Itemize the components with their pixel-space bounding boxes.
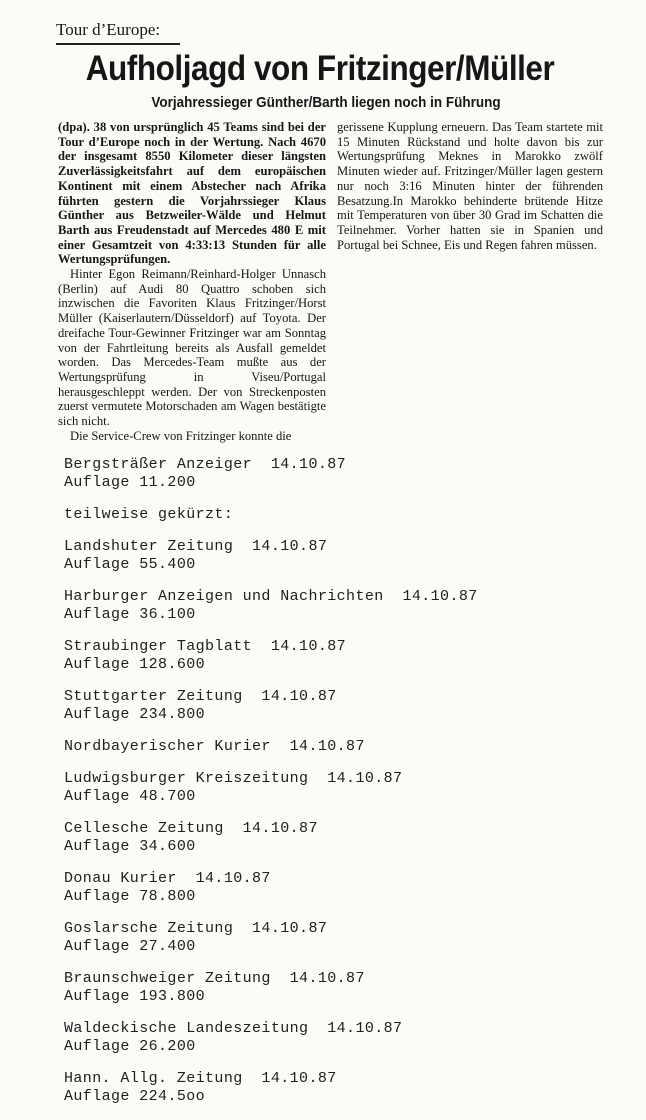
clipping-entry [64, 638, 624, 674]
clipping-entry [64, 456, 624, 492]
article-paragraph-continued: gerissene Kupplung erneuern. Das Team startete mit 15 Minuten Rückstand und holte davon bis zur Wertungsprüfung Meknes in Marokko zwölf Minuten wieder auf. Fritzinger/Müller lagen gestern nur noch 3:16 Minuten hinter der führenden Besatzung.In Marokko behinderte brütende Hitze mit Temperaturen von über 30 Grad im Schatten die Teilnehmer. Vorher hatten sie in Spanien und Portugal bei Schnee, Eis und Regen fahren müssen. [337, 120, 603, 252]
clipping-circulation-line: Auflage 27.400 [64, 938, 196, 955]
clipping-circulation-line: Auflage 234.800 [64, 706, 206, 723]
clipping-entry [64, 820, 624, 856]
clipping-circulation-line: Auflage 36.100 [64, 606, 196, 623]
clipping-circulation-line: Auflage 34.600 [64, 838, 196, 855]
clipping-entry [64, 770, 624, 806]
clipping-entry [64, 870, 624, 906]
clipping-source-line: Nordbayerischer Kurier 14.10.87 [64, 738, 365, 755]
clipping-entry [64, 588, 624, 624]
clipping-source-line: Landshuter Zeitung 14.10.87 [64, 538, 328, 555]
clipping-entry [64, 688, 624, 724]
article-right-column [337, 120, 603, 252]
clipping-source-line: Braunschweiger Zeitung 14.10.87 [64, 970, 365, 987]
clipping-entry [64, 738, 624, 756]
clipping-source-line: Hann. Allg. Zeitung 14.10.87 [64, 1070, 337, 1087]
clipping-source-line: Goslarsche Zeitung 14.10.87 [64, 920, 328, 937]
clipping-source-line: Cellesche Zeitung 14.10.87 [64, 820, 318, 837]
article-subheadline: Vorjahressieger Günther/Barth liegen noch in Führung [151, 94, 501, 111]
clipping-circulation-line: Auflage 224.5oo [64, 1088, 206, 1105]
clipping-circulation-line: Auflage 48.700 [64, 788, 196, 805]
clipping-circulation-line: Auflage 78.800 [64, 888, 196, 905]
clipping-entry [64, 970, 624, 1006]
clipping-source-line: Harburger Anzeigen und Nachrichten 14.10.87 [64, 588, 478, 605]
article-paragraph-1: (dpa). 38 von ursprünglich 45 Teams sind bei der Tour d’Europe noch in der Wertung. Nach 4670 der insgesamt 8550 Kilometer dieser längsten Zuverlässigkeitsfahrt auf dem europäischen Kontinent mit einem Abstecher nach Afrika führten gestern die Vorjahrssieger Klaus Günther aus Betzweiler-Wälde und Helmut Barth aus Freudenstadt auf Mercedes 480 E mit einer Gesamtzeit von 4:33:13 Stunden für alle Wertungsprüfungen. [58, 120, 326, 267]
clipping-source-line: Bergsträßer Anzeiger 14.10.87 [64, 456, 347, 473]
clipping-circulation-line: Auflage 26.200 [64, 1038, 196, 1055]
clipping-source-line: Waldeckische Landeszeitung 14.10.87 [64, 1020, 403, 1037]
clipping-source-line: teilweise gekürzt: [64, 506, 234, 523]
clipping-circulation-line: Auflage 55.400 [64, 556, 196, 573]
clipping-list [64, 456, 624, 1120]
clipping-circulation-line: Auflage 193.800 [64, 988, 206, 1005]
clipping-source-line: Stuttgarter Zeitung 14.10.87 [64, 688, 337, 705]
clipping-entry [64, 920, 624, 956]
clipping-source-line: Donau Kurier 14.10.87 [64, 870, 271, 887]
clipping-entry [64, 506, 624, 524]
clipping-source-line: Ludwigsburger Kreiszeitung 14.10.87 [64, 770, 403, 787]
clipping-source-line: Straubinger Tagblatt 14.10.87 [64, 638, 347, 655]
clipping-entry [64, 1020, 624, 1056]
clipping-entry [64, 538, 624, 574]
article-paragraph-3: Die Service-Crew von Fritzinger konnte die [70, 428, 292, 443]
clipping-circulation-line: Auflage 11.200 [64, 474, 196, 491]
clipping-entry [64, 1070, 624, 1106]
article-headline: Aufholjagd von Fritzinger/Müller [85, 49, 555, 88]
article-kicker: Tour d’Europe: [56, 20, 161, 39]
article-paragraph-2: Hinter Egon Reimann/Reinhard-Holger Unnasch (Berlin) auf Audi 80 Quattro schoben sich inzwischen die Favoriten Klaus Fritzinger/Horst Müller (Kaiserlautern/Düsseldorf) auf Toyota. Der dreifache Tour-Gewinner Fritzinger war am Sonntag von der Fahrtleitung bereits als Ausfall gemeldet worden. Das Mercedes-Team mußte aus der Wertungsprüfung in Viseu/Portugal herausgeschleppt werden. Der von Streckenposten zuerst vermutete Motorschaden am Wagen bestätigte sich nicht. [58, 267, 326, 429]
article-left-column [58, 120, 326, 443]
clipping-circulation-line: Auflage 128.600 [64, 656, 206, 673]
